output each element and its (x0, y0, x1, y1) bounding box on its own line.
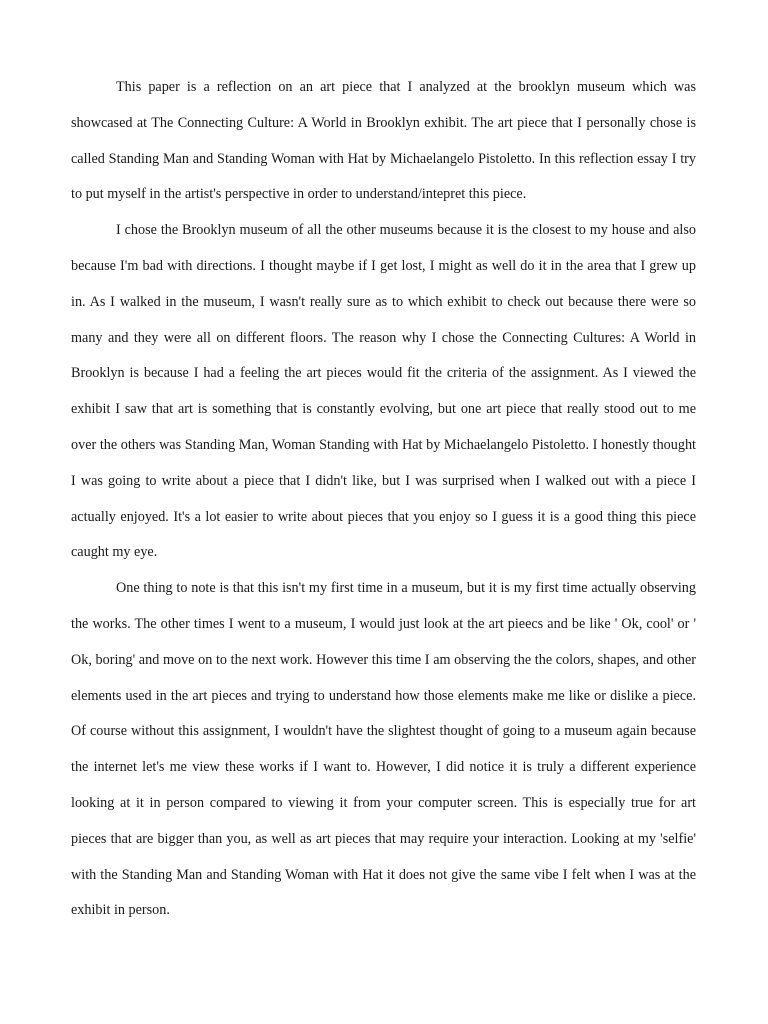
essay-body (71, 70, 696, 929)
paragraph: This paper is a reflection on an art piece that I analyzed at the brooklyn museum which was showcased at The Connecting Culture: A World in Brooklyn exhibit. The art piece that I personally chose is called Standing Man and Standing Woman with Hat by Michaelangelo Pistoletto. In this reflection essay I try to put myself in the artist's perspective in order to understand/intepret this piece. (71, 79, 696, 203)
paragraph: One thing to note is that this isn't my first time in a museum, but it is my first time actually observing the works. The other times I went to a museum, I would just look at the art pieecs and be like ' Ok, cool' or ' Ok, boring' and move on to the next work. However this time I am observing the the colors, shapes, and other elements used in the art pieces and trying to understand how those elements make me like or dislike a piece. Of course without this assignment, I wouldn't have the slightest thought of going to a museum again because the internet let's me view these works if I want to. However, I did notice it is truly a different experience looking at it in person compared to viewing it from your computer screen. This is especially true for art pieces that are bigger than you, as well as art pieces that may require your interaction. Looking at my 'selfie' with the Standing Man and Standing Woman with Hat it does not give the same vibe I felt when I was at the exhibit in person. (71, 580, 696, 919)
paragraph: I chose the Brooklyn museum of all the other museums because it is the closest to my house and also because I'm bad with directions. I thought maybe if I get lost, I might as well do it in the area that I grew up in. As I walked in the museum, I wasn't really sure as to which exhibit to check out because there were so many and they were all on different floors. The reason why I chose the Connecting Cultures: A World in Brooklyn is because I had a feeling the art pieces would fit the criteria of the assignment. As I viewed the exhibit I saw that art is something that is constantly evolving, but one art piece that really stood out to me over the others was Standing Man, Woman Standing with Hat by Michaelangelo Pistoletto. I honestly thought I was going to write about a piece that I didn't like, but I was surprised when I walked out with a piece I actually enjoyed. It's a lot easier to write about pieces that you enjoy so I guess it is a good thing this piece caught my eye. (71, 222, 696, 561)
